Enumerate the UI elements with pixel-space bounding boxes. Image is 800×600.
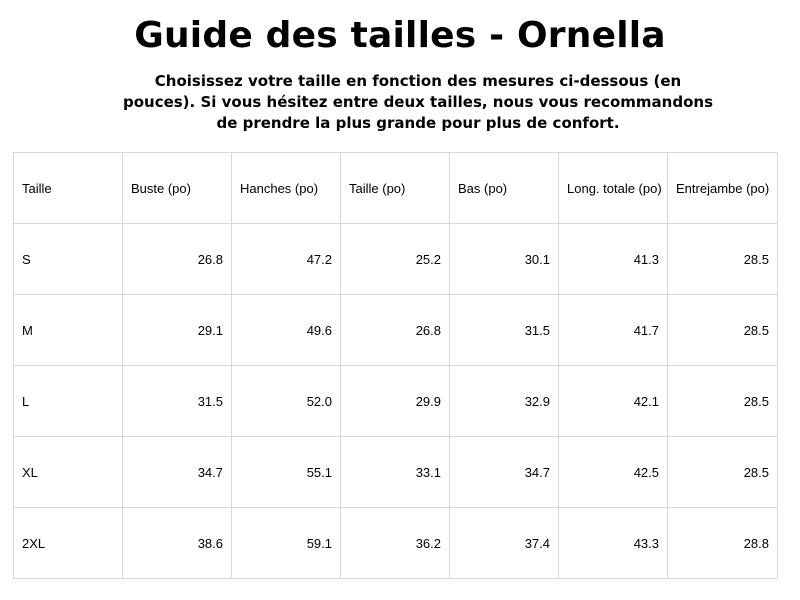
measurement-cell: 59.1 xyxy=(232,508,341,579)
measurement-cell: 26.8 xyxy=(341,295,450,366)
measurement-cell: 28.5 xyxy=(668,437,778,508)
measurement-cell: 34.7 xyxy=(450,437,559,508)
measurement-cell: 28.5 xyxy=(668,295,778,366)
column-header: Taille xyxy=(14,153,123,224)
measurement-cell: 43.3 xyxy=(559,508,668,579)
measurement-cell: 55.1 xyxy=(232,437,341,508)
column-header: Buste (po) xyxy=(123,153,232,224)
column-header: Taille (po) xyxy=(341,153,450,224)
size-label-cell: 2XL xyxy=(14,508,123,579)
measurement-cell: 41.7 xyxy=(559,295,668,366)
table-row xyxy=(14,437,778,508)
table-row xyxy=(14,224,778,295)
measurement-cell: 49.6 xyxy=(232,295,341,366)
table-header-row xyxy=(14,153,778,224)
column-header: Entrejambe (po) xyxy=(668,153,778,224)
measurement-cell: 33.1 xyxy=(341,437,450,508)
measurement-cell: 28.8 xyxy=(668,508,778,579)
measurement-cell: 38.6 xyxy=(123,508,232,579)
measurement-cell: 32.9 xyxy=(450,366,559,437)
page-title: Guide des tailles - Ornella xyxy=(134,15,666,56)
column-header: Bas (po) xyxy=(450,153,559,224)
intro-text: Choisissez votre taille en fonction des mesures ci-dessous (en pouces). Si vous hésitez entre deux tailles, nous vous recommandons de prendre la plus grande pour plus de confort. xyxy=(122,72,714,132)
table-row xyxy=(14,508,778,579)
measurement-cell: 37.4 xyxy=(450,508,559,579)
column-header: Long. totale (po) xyxy=(559,153,668,224)
measurement-cell: 29.9 xyxy=(341,366,450,437)
measurement-cell: 47.2 xyxy=(232,224,341,295)
table-row xyxy=(14,295,778,366)
measurement-cell: 34.7 xyxy=(123,437,232,508)
size-label-cell: S xyxy=(14,224,123,295)
size-chart-table xyxy=(13,152,778,579)
table-row xyxy=(14,366,778,437)
size-label-cell: XL xyxy=(14,437,123,508)
measurement-cell: 28.5 xyxy=(668,366,778,437)
measurement-cell: 31.5 xyxy=(123,366,232,437)
measurement-cell: 41.3 xyxy=(559,224,668,295)
measurement-cell: 42.1 xyxy=(559,366,668,437)
measurement-cell: 28.5 xyxy=(668,224,778,295)
measurement-cell: 29.1 xyxy=(123,295,232,366)
measurement-cell: 25.2 xyxy=(341,224,450,295)
measurement-cell: 52.0 xyxy=(232,366,341,437)
measurement-cell: 30.1 xyxy=(450,224,559,295)
size-label-cell: L xyxy=(14,366,123,437)
measurement-cell: 26.8 xyxy=(123,224,232,295)
size-label-cell: M xyxy=(14,295,123,366)
measurement-cell: 36.2 xyxy=(341,508,450,579)
column-header: Hanches (po) xyxy=(232,153,341,224)
measurement-cell: 42.5 xyxy=(559,437,668,508)
measurement-cell: 31.5 xyxy=(450,295,559,366)
